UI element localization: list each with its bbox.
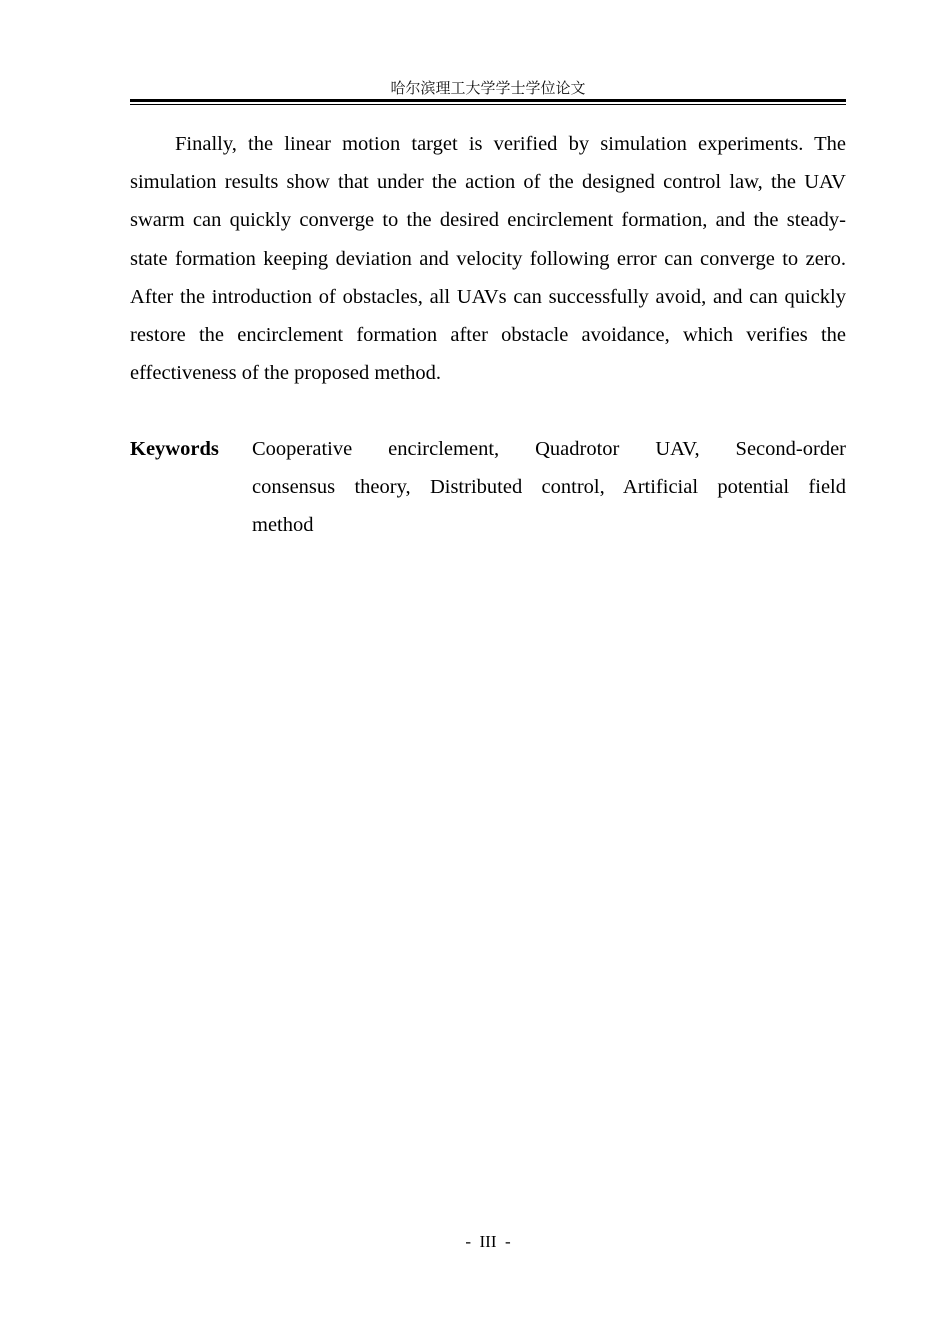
running-header-title: 哈尔滨理工大学学士学位论文 (390, 79, 586, 97)
header-rule-thin (130, 104, 846, 105)
page-number: - III - (465, 1232, 511, 1251)
keywords-list: Cooperative encirclement, Quadrotor UAV, Second-order consensus theory, Distributed control, Artificial potential field method (252, 438, 846, 537)
abstract-paragraph: Finally, the linear motion target is verified by simulation experiments. The simulation results show that under the action of the designed control law, the UAV swarm can quickly converge to the desired encirclement formation, and the steady-state formation keeping deviation and velocity following error can converge to zero. After the introduction of obstacles, all UAVs can successfully avoid, and can quickly restore the encirclement formation after obstacle avoidance, which verifies the effectiveness of the proposed method. (130, 133, 846, 385)
keywords-label: Keywords (130, 438, 219, 460)
header-rule-thick (130, 99, 846, 102)
